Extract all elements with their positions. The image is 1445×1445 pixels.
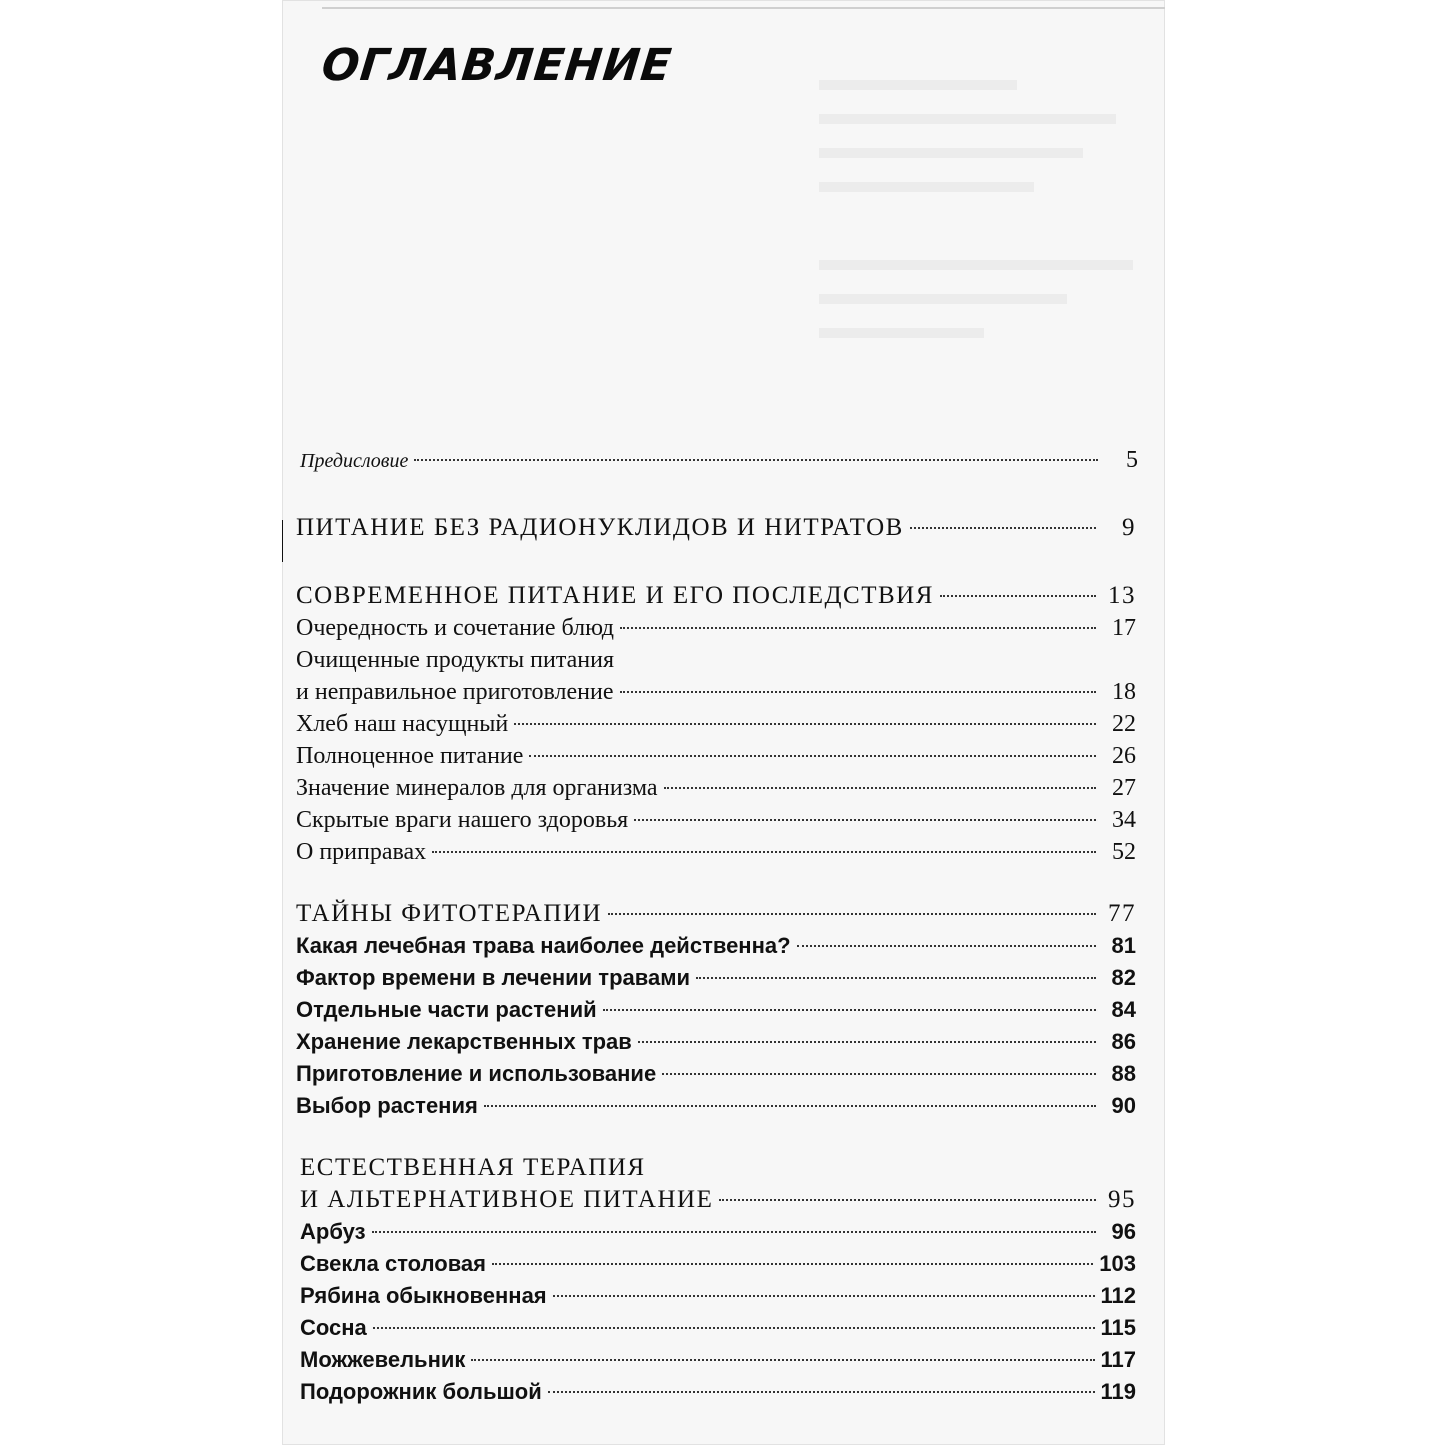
toc-entry: [296, 740, 1136, 772]
toc-entry: [296, 1058, 1136, 1090]
toc-leader-dots: [492, 1263, 1093, 1265]
toc-entry: [300, 1216, 1136, 1248]
toc-entry: [296, 1026, 1136, 1058]
toc-section-title-line1: ЕСТЕСТВЕННАЯ ТЕРАПИЯ: [300, 1154, 646, 1181]
toc-entry-page: 103: [1099, 1251, 1136, 1276]
toc-leader-dots: [432, 851, 1096, 853]
toc-entry-title: Выбор растения: [296, 1093, 478, 1118]
toc-entry-page: 22: [1112, 711, 1136, 737]
toc-entry: [300, 1248, 1136, 1280]
toc-entry-page: 112: [1100, 1283, 1136, 1308]
toc-section-page: 95: [1108, 1186, 1136, 1213]
toc-section-title: СОВРЕМЕННОЕ ПИТАНИЕ И ЕГО ПОСЛЕДСТВИЯ: [296, 582, 934, 609]
toc-entry-page: 52: [1112, 839, 1136, 865]
toc-entry-title: О приправах: [296, 839, 427, 865]
toc-entry-title: Сосна: [300, 1315, 367, 1340]
toc-entry: [296, 962, 1136, 994]
toc-leader-dots: [620, 691, 1097, 693]
toc-leader-dots: [608, 913, 1096, 915]
toc-entry: [296, 676, 1136, 708]
toc-leader-dots: [484, 1105, 1096, 1107]
toc-entry-page: 96: [1111, 1219, 1136, 1244]
toc-leader-dots: [373, 1327, 1095, 1329]
toc-entry-title: Фактор времени в лечении травами: [296, 965, 691, 990]
toc-entry: [296, 930, 1136, 962]
toc-entry: [296, 772, 1136, 804]
toc-entry-title: Хранение лекарственных трав: [296, 1029, 632, 1054]
toc-entry-page: 27: [1112, 775, 1136, 801]
toc-entry-page: 81: [1111, 933, 1136, 958]
toc-entry: [296, 804, 1136, 836]
show-through-text: [819, 72, 1149, 358]
toc-entry-page: 5: [1126, 447, 1138, 473]
toc-entry-title: Хлеб наш насущный: [296, 711, 509, 737]
toc-entry-page: 17: [1112, 615, 1136, 641]
toc-entry: [300, 444, 1138, 477]
toc-leader-dots: [603, 1009, 1096, 1011]
toc-entry-title: Очередность и сочетание блюд: [296, 615, 615, 641]
toc-leader-dots: [548, 1391, 1095, 1393]
toc-entry: [300, 1312, 1136, 1344]
toc-leader-dots: [634, 819, 1096, 821]
toc-entry-page: 115: [1100, 1315, 1136, 1340]
toc-entry-page: 18: [1112, 679, 1136, 705]
toc-section-page: 9: [1122, 514, 1136, 541]
toc-entry-title: Подорожник большой: [300, 1379, 542, 1404]
toc-entry-page: 34: [1112, 807, 1136, 833]
toc-entry-title: и неправильное приготовление: [296, 679, 614, 705]
toc-entry-title: Свекла столовая: [300, 1251, 487, 1276]
toc-section-4: [300, 1152, 1136, 1408]
toc-preface: [300, 444, 1138, 477]
toc-entry: [300, 1280, 1136, 1312]
toc-leader-dots: [662, 1073, 1096, 1075]
toc-leader-dots: [797, 945, 1096, 947]
toc-entry: [300, 1376, 1136, 1408]
page-top-rule: [322, 7, 1165, 9]
toc-section-page: 77: [1108, 900, 1136, 927]
toc-section-heading: [300, 1184, 1136, 1216]
toc-entry-page: 26: [1112, 743, 1136, 769]
toc-section-3: [296, 898, 1136, 1122]
toc-entry-title: Приготовление и использование: [296, 1061, 657, 1086]
toc-section-heading: [296, 580, 1136, 612]
toc-entry: [296, 836, 1136, 868]
toc-entry: [300, 1344, 1136, 1376]
toc-entry-page: 90: [1111, 1093, 1136, 1118]
toc-entry-title: Арбуз: [300, 1219, 366, 1244]
toc-entry-title: Полноценное питание: [296, 743, 524, 769]
toc-leader-dots: [529, 755, 1096, 757]
toc-leader-dots: [696, 977, 1096, 979]
toc-leader-dots: [514, 723, 1096, 725]
toc-leader-dots: [471, 1359, 1094, 1361]
toc-section-title: И АЛЬТЕРНАТИВНОЕ ПИТАНИЕ: [300, 1186, 714, 1213]
toc-section-1: [296, 512, 1136, 544]
toc-entry-title: Рябина обыкновенная: [300, 1283, 547, 1308]
toc-leader-dots: [664, 787, 1096, 789]
toc-leader-dots: [553, 1295, 1095, 1297]
toc-entry-page: 117: [1100, 1347, 1136, 1372]
toc-entry-title: Предисловие: [300, 450, 409, 472]
toc-entry: [296, 612, 1136, 644]
toc-section-2: [296, 580, 1136, 868]
toc-section-title: ТАЙНЫ ФИТОТЕРАПИИ: [296, 900, 603, 927]
toc-entry-page: 119: [1100, 1379, 1136, 1404]
margin-mark: [282, 520, 283, 562]
toc-leader-dots: [910, 527, 1096, 529]
toc-entry-title: Отдельные части растений: [296, 997, 597, 1022]
toc-entry-title: Какая лечебная трава наиболее действенна?: [296, 933, 791, 958]
toc-leader-dots: [638, 1041, 1096, 1043]
page-title: ОГЛАВЛЕНИЕ: [319, 40, 675, 91]
toc-entry: [296, 994, 1136, 1026]
book-page: [282, 0, 1165, 1445]
toc-entry-title: Скрытые враги нашего здоровья: [296, 807, 629, 833]
toc-leader-dots: [719, 1199, 1096, 1201]
toc-section-heading: [296, 512, 1136, 544]
toc-section-heading: [296, 898, 1136, 930]
toc-leader-dots: [414, 459, 1098, 461]
toc-entry-page: 88: [1111, 1061, 1136, 1086]
toc-entry: [296, 708, 1136, 740]
toc-entry-page: 84: [1111, 997, 1136, 1022]
toc-section-title: ПИТАНИЕ БЕЗ РАДИОНУКЛИДОВ И НИТРАТОВ: [296, 514, 904, 541]
toc-entry: [296, 1090, 1136, 1122]
toc-entry-page: 86: [1111, 1029, 1136, 1054]
toc-entry-title: Значение минералов для организма: [296, 775, 658, 801]
toc-entry-title: Можжевельник: [300, 1347, 466, 1372]
toc-entry-page: 82: [1111, 965, 1136, 990]
toc-leader-dots: [620, 627, 1096, 629]
toc-section-page: 13: [1108, 582, 1136, 609]
toc-entry-title-line1: Очищенные продукты питания: [296, 647, 615, 673]
toc-leader-dots: [940, 595, 1096, 597]
toc-leader-dots: [372, 1231, 1096, 1233]
